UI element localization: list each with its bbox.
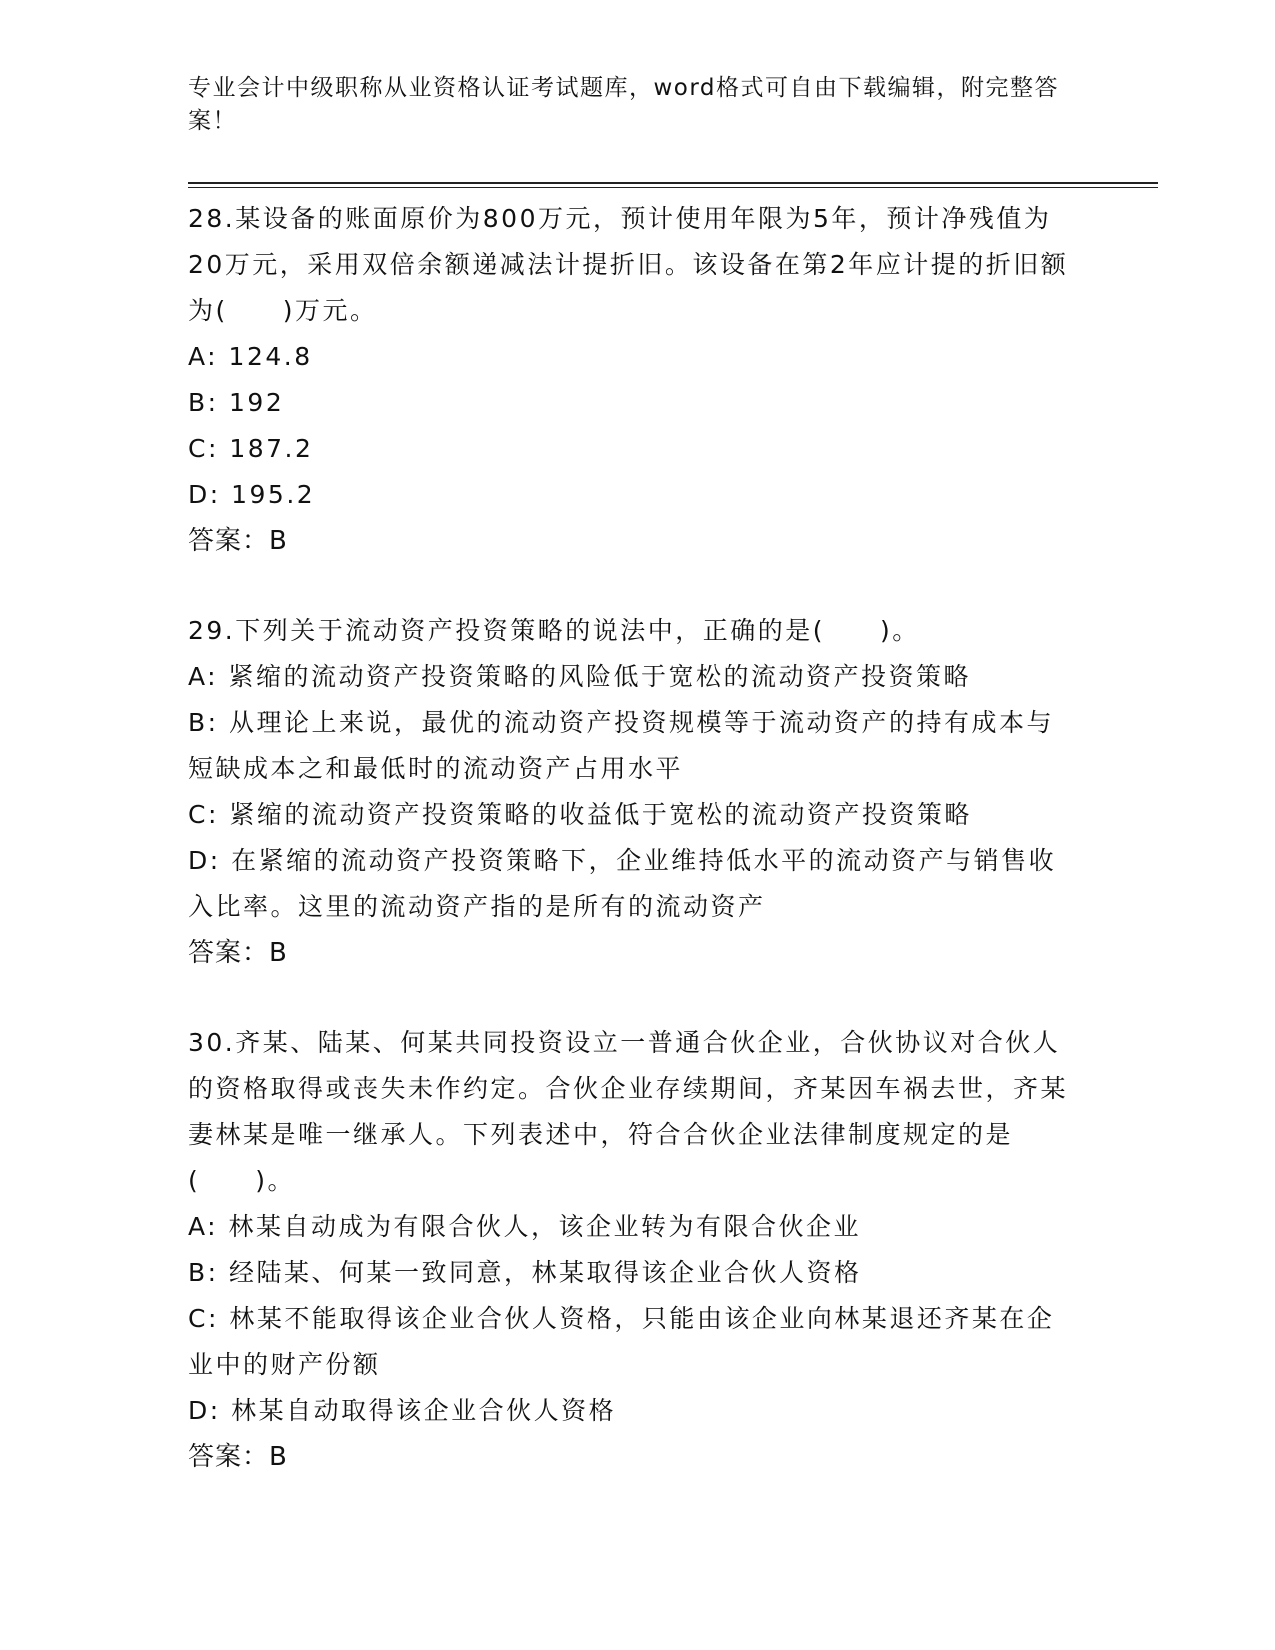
option-b: B: 192 <box>188 388 285 417</box>
answer: 答案：B <box>188 526 288 556</box>
option-c: C: 紧缩的流动资产投资策略的收益低于宽松的流动资产投资策略 <box>188 800 972 829</box>
question-stem: 29.下列关于流动资产投资策略的说法中，正确的是( )。 <box>188 616 920 645</box>
document-header: 专业会计中级职称从业资格认证考试题库，word格式可自由下载编辑，附完整答案！ <box>188 75 1060 134</box>
question-29 <box>188 608 1078 976</box>
option-b: B: 从理论上来说，最优的流动资产投资规模等于流动资产的持有成本与短缺成本之和最低时的流动资产占用水平 <box>188 708 1055 783</box>
document-page <box>188 72 1088 1480</box>
question-28 <box>188 196 1078 564</box>
option-c: C: 林某不能取得该企业合伙人资格，只能由该企业向林某退还齐某在企业中的财产份额 <box>188 1304 1055 1379</box>
answer: 答案：B <box>188 1442 288 1472</box>
option-b: B: 经陆某、何某一致同意，林某取得该企业合伙人资格 <box>188 1258 862 1287</box>
question-stem: 30.齐某、陆某、何某共同投资设立一普通合伙企业，合伙协议对合伙人的资格取得或丧失未作约定。合伙企业存续期间，齐某因车祸去世，齐某妻林某是唯一继承人。下列表述中，符合合伙企业法律制度规定的是( )。 <box>188 1028 1069 1195</box>
question-30 <box>188 1020 1078 1480</box>
option-d: D: 195.2 <box>188 480 316 509</box>
question-stem: 28.某设备的账面原价为800万元，预计使用年限为5年，预计净残值为20万元，采用双倍余额递减法计提折旧。该设备在第2年应计提的折旧额为( )万元。 <box>188 204 1069 325</box>
option-a: A: 林某自动成为有限合伙人，该企业转为有限合伙企业 <box>188 1212 862 1241</box>
header-divider <box>188 182 1158 188</box>
option-d: D: 在紧缩的流动资产投资策略下，企业维持低水平的流动资产与销售收入比率。这里的流动资产指的是所有的流动资产 <box>188 846 1057 921</box>
option-d: D: 林某自动取得该企业合伙人资格 <box>188 1396 617 1425</box>
option-a: A: 紧缩的流动资产投资策略的风险低于宽松的流动资产投资策略 <box>188 662 972 691</box>
answer: 答案：B <box>188 938 288 968</box>
option-a: A: 124.8 <box>188 342 313 371</box>
option-c: C: 187.2 <box>188 434 314 463</box>
